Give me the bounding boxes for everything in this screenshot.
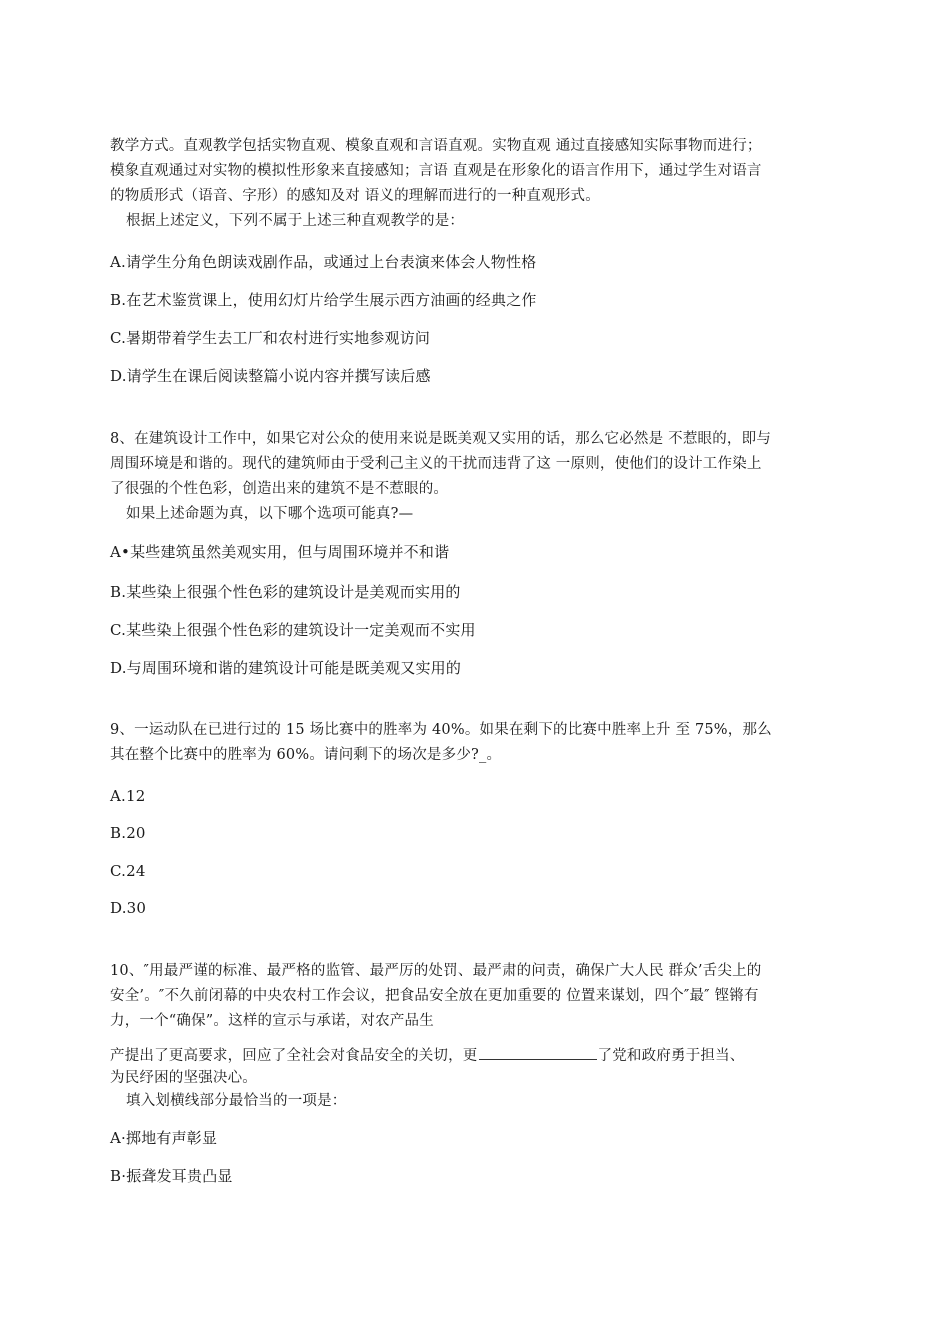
q9-stem-line-1: 9、一运动队在已进行过的 15 场比赛中的胜率为 40%。如果在剩下的比赛中胜率上升 至 75%，那么	[110, 722, 772, 738]
q8-prompt: 如果上述命题为真，以下哪个选项可能真?—	[126, 506, 414, 522]
q8-option-b: B.某些染上很强个性色彩的建筑设计是美观而实用的	[110, 583, 461, 601]
q8-option-a: A•某些建筑虽然美观实用，但与周围环境并不和谐	[110, 543, 450, 561]
q9-option-a: A.12	[110, 787, 146, 805]
fill-in-blank	[479, 1045, 597, 1060]
q10-continuation-line-2: 为民纾困的坚强决心。	[110, 1070, 257, 1086]
q7-prompt: 根据上述定义，下列不属于上述三种直观教学的是：	[126, 213, 465, 229]
q10-option-a: A·掷地有声彰显	[110, 1129, 218, 1147]
q10-prompt: 填入划横线部分最恰当的一项是：	[126, 1093, 347, 1109]
q8-stem-line-3: 了很强的个性色彩，创造出来的建筑不是不惹眼的。	[110, 481, 449, 497]
q10-stem-line-2: 安全’。″不久前闭幕的中央农村工作会议，把食品安全放在更加重要的 位置来谋划，四个″最″ 铿锵有	[110, 988, 759, 1004]
q9-option-c: C.24	[110, 862, 146, 880]
q10-continuation-after: 了党和政府勇于担当、	[597, 1048, 745, 1064]
q8-stem-line-1: 8、在建筑设计工作中，如果它对公众的使用来说是既美观又实用的话，那么它必然是 不惹眼的，即与	[110, 431, 772, 447]
q7-option-b: B.在艺术鉴赏课上，使用幻灯片给学生展示西方油画的经典之作	[110, 291, 537, 309]
q7-passage-line-3: 的物质形式（语音、字形）的感知及对 语义的理解而进行的一种直观形式。	[110, 188, 600, 204]
q10-continuation-before: 产提出了更高要求，回应了全社会对食品安全的关切，更	[110, 1048, 478, 1064]
q8-option-d: D.与周围环境和谐的建筑设计可能是既美观又实用的	[110, 659, 462, 677]
q7-option-c: C.暑期带着学生去工厂和农村进行实地参观访问	[110, 329, 431, 347]
q10-stem-line-1: 10、″用最严谨的标准、最严格的监管、最严厉的处罚、最严肃的问责，确保广大人民 群众’舌尖上的	[110, 963, 762, 979]
q9-option-d: D.30	[110, 899, 147, 917]
q10-continuation-line-1	[110, 1045, 745, 1066]
q8-option-c: C.某些染上很强个性色彩的建筑设计一定美观而不实用	[110, 621, 476, 639]
q9-stem-line-2: 其在整个比赛中的胜率为 60%。请问剩下的场次是多少?_。	[110, 747, 502, 763]
q10-stem-line-3: 力，一个“确保”。这样的宣示与承诺，对农产品生	[110, 1013, 434, 1029]
q7-passage-line-2: 模象直观通过对实物的模拟性形象来直接感知；言语 直观是在形象化的语言作用下，通过学生对语言	[110, 163, 762, 179]
q8-stem-line-2: 周围环境是和谐的。现代的建筑师由于受利己主义的干扰而违背了这 一原则，使他们的设计工作染上	[110, 456, 762, 472]
q7-option-d: D.请学生在课后阅读整篇小说内容并撰写读后感	[110, 367, 431, 385]
q9-option-b: B.20	[110, 824, 146, 842]
q10-option-b: B·振聋发耳贵凸显	[110, 1167, 233, 1185]
q7-option-a: A.请学生分角色朗读戏剧作品，或通过上台表演来体会人物性格	[110, 253, 537, 271]
q7-passage-line-1: 教学方式。直观教学包括实物直观、模象直观和言语直观。实物直观 通过直接感知实际事物而进行；	[110, 138, 762, 154]
